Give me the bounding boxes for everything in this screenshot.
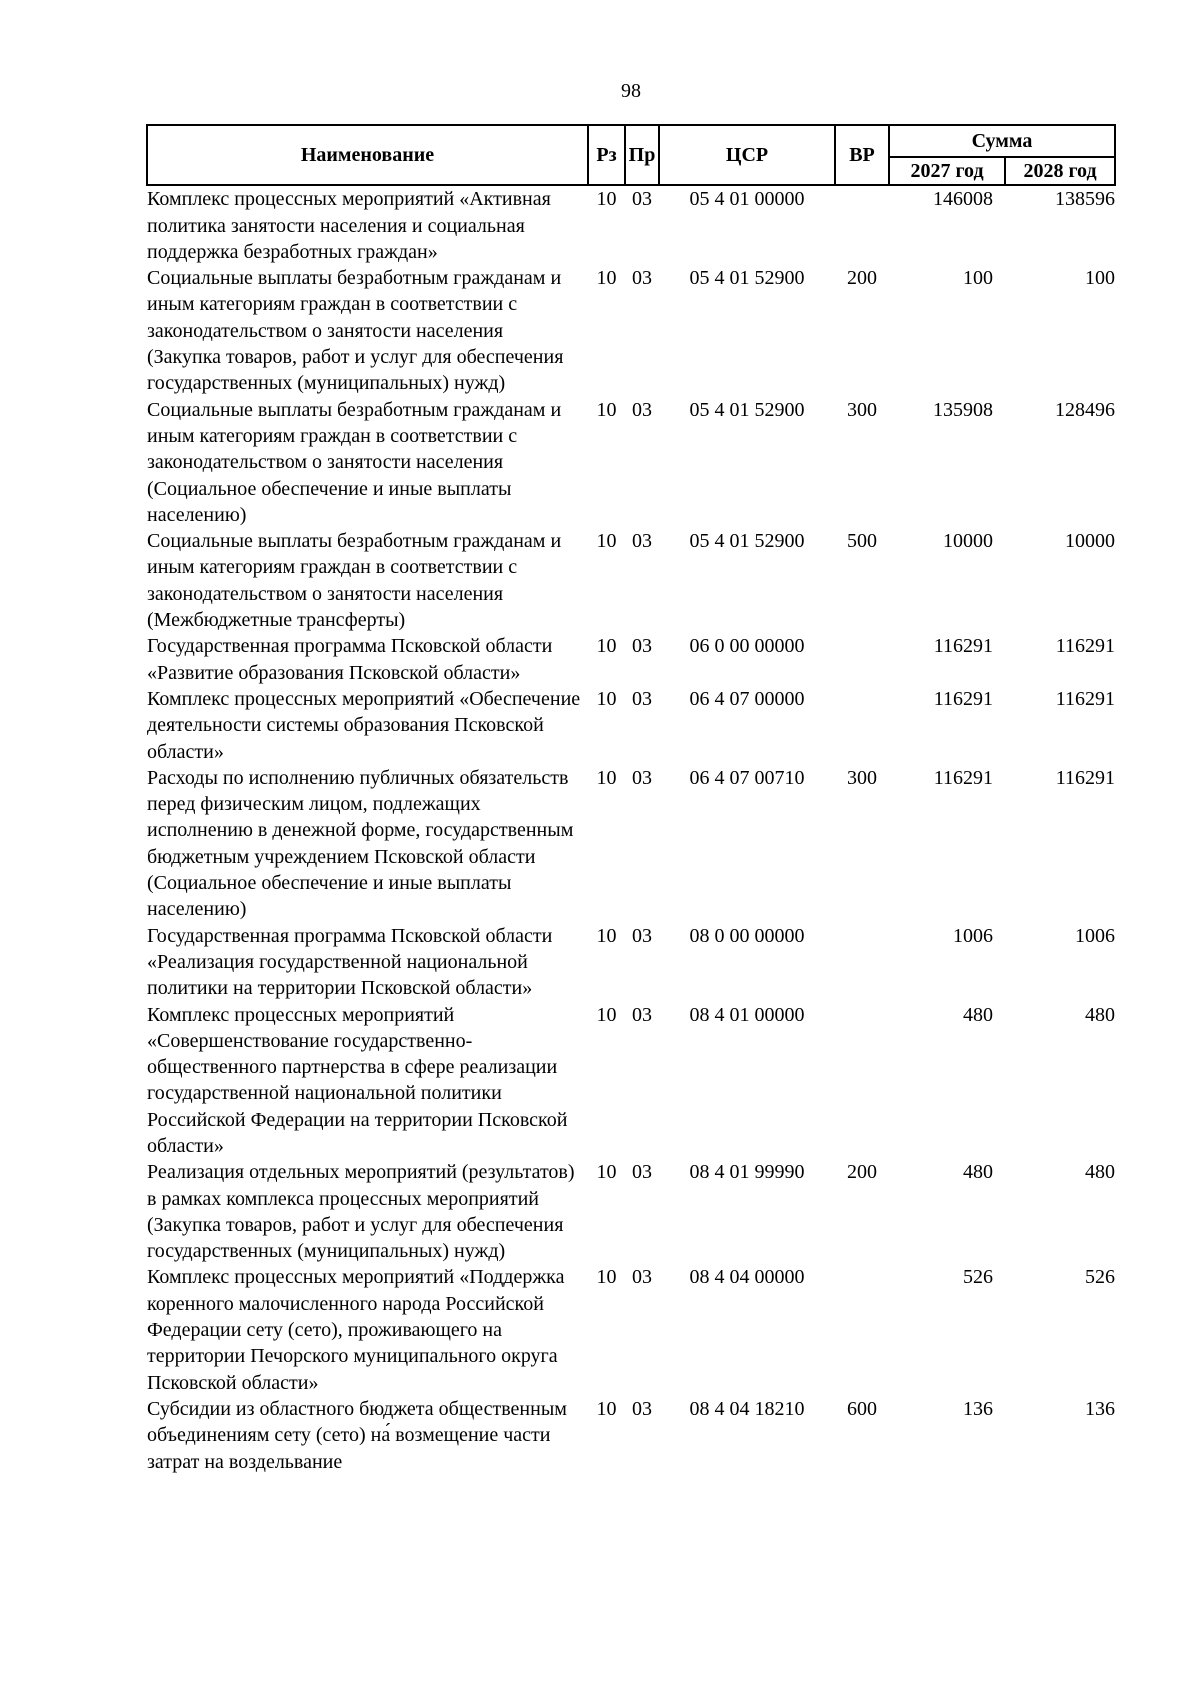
row-rz: 10	[596, 687, 617, 710]
row-csr: 08 4 04 00000	[689, 1266, 805, 1289]
row-vr: 300	[847, 398, 877, 421]
table-body	[147, 185, 1115, 1475]
row-rz: 10	[596, 267, 617, 290]
row-sum-2028: 526	[1085, 1266, 1116, 1289]
table-row	[147, 1002, 1115, 1160]
row-csr: 05 4 01 52900	[689, 267, 805, 290]
row-pr: 03	[632, 924, 652, 947]
row-sum-2028: 136	[1085, 1397, 1116, 1420]
row-name: Социальные выплаты безработным гражданам и иным категориям граждан в соответствии с законодательством о занятости населения (Закупка товаров, работ и услуг для обеспечения государственных (муниципальных) нужд)	[147, 267, 564, 395]
table-row	[147, 686, 1115, 765]
page-number: 98	[621, 80, 641, 102]
row-sum-2028: 116291	[1055, 635, 1116, 658]
row-csr: 06 4 07 00000	[689, 687, 805, 710]
header-rz: Рз	[588, 125, 625, 185]
row-sum-2028: 128496	[1055, 398, 1116, 421]
row-rz: 10	[596, 635, 617, 658]
header-csr: ЦСР	[659, 125, 835, 185]
row-sum-2027: 116291	[933, 687, 993, 710]
table-row	[147, 397, 1115, 528]
row-rz: 10	[596, 1003, 617, 1026]
row-csr: 08 4 01 00000	[689, 1003, 805, 1026]
header-year-2028: 2028 год	[1005, 157, 1115, 185]
row-name: Субсидии из областного бюджета общественным объединениям сету (сето) на́ возмещение части затрат на воздельвание	[147, 1397, 567, 1473]
row-sum-2027: 116291	[933, 766, 993, 789]
row-sum-2028: 10000	[1065, 530, 1116, 553]
row-sum-2027: 136	[963, 1397, 993, 1420]
row-pr: 03	[632, 398, 652, 421]
row-csr: 06 4 07 00710	[689, 766, 805, 789]
row-vr	[835, 923, 889, 1002]
table-row	[147, 185, 1115, 265]
row-pr: 03	[632, 687, 652, 710]
row-pr: 03	[632, 1003, 652, 1026]
row-pr: 03	[632, 766, 652, 789]
row-name: Комплекс процессных мероприятий «Совершенствование государственно-общественного партнерства в сфере реализации государственной национальной политики Российской Федерации на территории Псковской области»	[147, 1003, 568, 1157]
row-sum-2027: 480	[963, 1003, 993, 1026]
row-name: Социальные выплаты безработным гражданам и иным категориям граждан в соответствии с законодательством о занятости населения (Межбюджетные трансферты)	[147, 530, 562, 632]
row-name: Социальные выплаты безработным гражданам и иным категориям граждан в соответствии с законодательством о занятости населения (Социальное обеспечение и иные выплаты населению)	[147, 398, 562, 526]
budget-table	[146, 124, 1116, 1475]
table-row	[147, 1396, 1115, 1475]
row-sum-2027: 10000	[943, 530, 993, 553]
row-name: Государственная программа Псковской области «Развитие образования Псковской области»	[147, 635, 553, 684]
row-sum-2027: 526	[963, 1266, 993, 1289]
row-rz: 10	[596, 924, 617, 947]
header-year-2027: 2027 год	[889, 157, 1005, 185]
row-csr: 06 0 00 00000	[689, 635, 805, 658]
row-sum-2028: 1006	[1075, 924, 1116, 947]
row-rz: 10	[596, 766, 617, 789]
row-sum-2027: 480	[963, 1161, 993, 1184]
row-sum-2028: 100	[1085, 267, 1116, 290]
header-sum: Сумма	[889, 125, 1115, 157]
row-name: Государственная программа Псковской области «Реализация государственной национальной политики на территории Псковской области»	[147, 924, 553, 1000]
row-rz: 10	[596, 1266, 617, 1289]
row-pr: 03	[632, 1161, 652, 1184]
table-row	[147, 633, 1115, 686]
row-name: Комплекс процессных мероприятий «Поддержка коренного малочисленного народа Российской Федерации сету (сето), проживающего на территории Печорского муниципального округа Псковской области»	[147, 1266, 565, 1394]
row-sum-2028: 138596	[1055, 188, 1116, 211]
row-vr	[835, 185, 889, 265]
row-vr	[835, 633, 889, 686]
table-row	[147, 1264, 1115, 1395]
row-rz: 10	[596, 398, 617, 421]
row-sum-2028: 116291	[1055, 766, 1116, 789]
row-name: Комплекс процессных мероприятий «Обеспечение деятельности системы образования Псковской области»	[147, 687, 581, 763]
row-sum-2028: 480	[1085, 1003, 1116, 1026]
header-pr: Пр	[625, 125, 659, 185]
row-pr: 03	[632, 267, 652, 290]
row-sum-2027: 1006	[953, 924, 993, 947]
row-pr: 03	[632, 530, 652, 553]
table-row	[147, 765, 1115, 923]
row-pr: 03	[632, 1397, 652, 1420]
table-row	[147, 265, 1115, 396]
row-vr	[835, 1264, 889, 1395]
row-vr: 500	[847, 530, 877, 553]
table-row	[147, 528, 1115, 633]
row-name: Реализация отдельных мероприятий (результатов) в рамках комплекса процессных мероприятий (Закупка товаров, работ и услуг для обеспечения государственных (муниципальных) нужд)	[147, 1161, 575, 1263]
row-csr: 05 4 01 00000	[689, 188, 805, 211]
row-csr: 08 0 00 00000	[689, 924, 805, 947]
row-pr: 03	[632, 635, 652, 658]
header-vr: ВР	[835, 125, 889, 185]
row-rz: 10	[596, 1161, 617, 1184]
row-rz: 10	[596, 188, 617, 211]
row-sum-2028: 116291	[1055, 687, 1116, 710]
header-name: Наименование	[147, 125, 588, 185]
row-vr	[835, 1002, 889, 1160]
row-sum-2027: 146008	[933, 188, 993, 211]
row-pr: 03	[632, 1266, 652, 1289]
row-sum-2027: 116291	[933, 635, 993, 658]
row-name: Комплекс процессных мероприятий «Активная политика занятости населения и социальная поддержка безработных граждан»	[147, 188, 551, 263]
table-row	[147, 1159, 1115, 1264]
row-csr: 05 4 01 52900	[689, 398, 805, 421]
row-name: Расходы по исполнению публичных обязательств перед физическим лицом, подлежащих исполнению в денежной форме, государственным бюджетным учреждением Псковской области (Социальное обеспечение и иные выплаты населению)	[147, 766, 574, 921]
row-sum-2028: 480	[1085, 1161, 1116, 1184]
row-vr	[835, 686, 889, 765]
row-vr: 200	[847, 267, 877, 290]
row-csr: 08 4 01 99990	[689, 1161, 805, 1184]
row-vr: 600	[847, 1397, 877, 1420]
row-rz: 10	[596, 530, 617, 553]
row-csr: 08 4 04 18210	[689, 1397, 805, 1420]
row-rz: 10	[596, 1397, 617, 1420]
row-sum-2027: 100	[963, 267, 993, 290]
row-vr: 300	[847, 766, 877, 789]
row-vr: 200	[847, 1161, 877, 1184]
table-row	[147, 923, 1115, 1002]
row-csr: 05 4 01 52900	[689, 530, 805, 553]
row-sum-2027: 135908	[933, 398, 993, 421]
row-pr: 03	[632, 188, 652, 211]
